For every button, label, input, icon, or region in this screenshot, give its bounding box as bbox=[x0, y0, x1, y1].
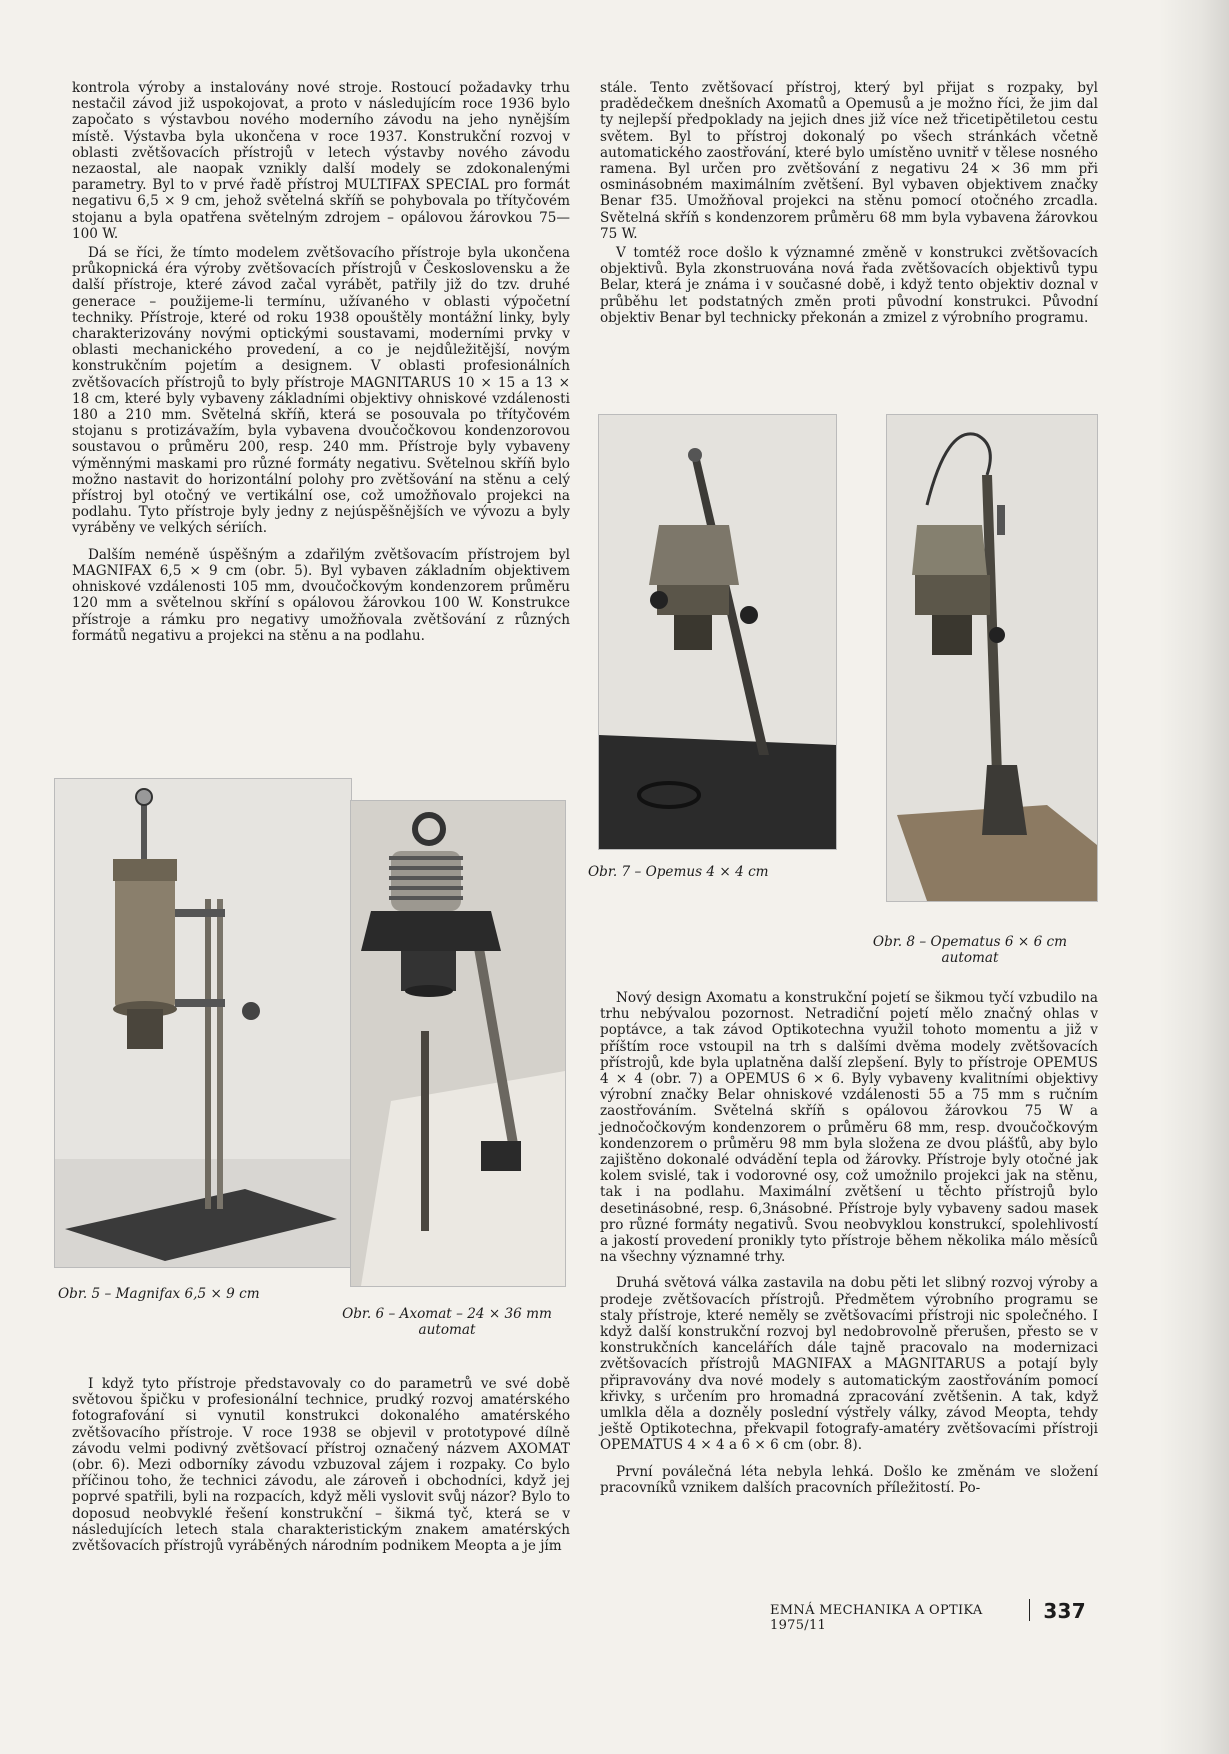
figure-7-caption: Obr. 7 – Opemus 4 × 4 cm bbox=[588, 864, 769, 880]
figure-8-caption: Obr. 8 – Opematus 6 × 6 cm automat bbox=[872, 934, 1068, 966]
figure-6-caption: Obr. 6 – Axomat – 24 × 36 mm automat bbox=[342, 1306, 552, 1338]
paragraph: Nový design Axomatu a konstrukční pojetí se šikmou tyčí vzbudilo na trhu nebývalou pozornost. Netradiční pojetí mělo značný ohlas v poptávce, a tak závod Optikotechna využil tohoto momentu a již v příštím roce vstoupil na trh s dalšími dvěma modely zvětšovacích přístrojů, kde byla uplatněna další zlepšení. Byly to přístroje OPEMUS 4 × 4 (obr. 7) a OPEMUS 6 × 6. Byly vybaveny kvalitními objektivy výrobní značky Belar ohniskové vzdálenosti 55 a 75 mm s ručním zaostřováním. Světelná skříň s opálovou žárovkou 75 W a jednočočkovým kondenzorem o průměru 68 mm, resp. dvoučočkovým kondenzorem o průměru 98 mm byla složena ze dvou plášťů, aby bylo zajištěno dokonalé odvádění tepla od žárovky. Přístroje byly otočné jak kolem svislé, tak i vodorovné osy, což umožnilo projekci jak na stěnu, tak i na podlahu. Maximální zvětšení u těchto přístrojů bylo desetinásobné, resp. 6,3násobné. Přístroje byly vybaveny sadou masek pro různé formáty negativů. Svou neobvyklou konstrukcí, spolehlivostí a jakostí provedení pronikly tyto přístroje během několika málo měsíců na všechny významné trhy. bbox=[600, 990, 1098, 1266]
left-column-top bbox=[72, 80, 570, 647]
footer-divider bbox=[1029, 1599, 1031, 1621]
journal-title: EMNÁ MECHANIKA A OPTIKA 1975/11 bbox=[770, 1603, 983, 1633]
paragraph: V tomtéž roce došlo k významné změně v konstrukci zvětšovacích objektivů. Byla zkonstruována nová řada zvětšovacích objektivů typu Belar, která je známa i v současné době, i když tento objektiv doznal v průběhu let podstatných změn proti původní konstrukci. Původní objektiv Benar byl technicky překonán a zmizel z výrobního programu. bbox=[600, 245, 1098, 326]
paragraph: stále. Tento zvětšovací přístroj, který byl přijat s rozpaky, byl pradědečkem dnešních Axomatů a Opemusů a je možno říci, že jim dal ty nejlepší předpoklady na jejich dnes již více než třicetipětiletou cestu světem. Byl to přístroj dokonalý po všech stránkách včetně automatického zaostřování, které bylo umístěno uvnitř v tělese nosného ramena. Byl určen pro zvětšování z negativu 24 × 36 mm při osminásobném maximálním zvětšení. Byl vybaven objektivem značky Benar f35. Umožňoval projekci na stěnu pomocí otočného zrcadla. Světelná skříň s kondenzorem průměru 68 mm byla vybavena žárovkou 75 W. bbox=[600, 80, 1098, 242]
left-column-bottom bbox=[72, 1376, 570, 1557]
paragraph: Dá se říci, že tímto modelem zvětšovacího přístroje byla ukončena průkopnická éra výroby zvětšovacích přístrojů v Československu a že další přístroje, které závod začal vyrábět, patřily již do tzv. druhé generace – použijeme-li termínu, užívaného v oblasti výpočetní techniky. Přístroje, které od roku 1938 opouštěly montážní linky, byly charakterizovány novými optickými soustavami, moderními prvky v oblasti mechanického provedení, a co je nejdůležitější, novým konstrukčním pojetím a designem. V oblasti profesionálních zvětšovacích přístrojů to byly přístroje MAGNITARUS 10 × 15 a 13 × 18 cm, které byly vybaveny základními objektivy ohniskové vzdálenosti 180 a 210 mm. Světelná skříň, která se posouvala po třítyčovém stojanu s protizávažím, byla vybavena dvoučočkovou kondenzorovou soustavou o průměru 200, resp. 240 mm. Přístroje byly vybaveny výměnnými maskami pro různé formáty negativu. Světelnou skříň bylo možno nastavit do horizontální polohy pro zvětšování na stěnu a celý přístroj byl otočný ve vertikální ose, což umožňovalo projekci na podlahu. Tyto přístroje byly jedny z nejúspěšnějších ve vývozu a byly vyráběny ve velkých sériích. bbox=[72, 245, 570, 537]
paragraph: kontrola výroby a instalovány nové stroje. Rostoucí požadavky trhu nestačil závod již uspokojovat, a proto v následujícím roce 1936 bylo započato s výstavbou nového moderního závodu na jeho nynějším místě. Výstavba byla ukončena v roce 1937. Konstrukční rozvoj v oblasti zvětšovacích přístrojů v letech výstavby nového závodu nezaostal, ale naopak vznikly další modely se zdokonalenými parametry. Byl to v prvé řadě přístroj MULTIFAX SPECIAL pro formát negativu 6,5 × 9 cm, jehož světelná skříň se pohybovala po třítyčovém stojanu a byla opatřena světelným zdrojem – opálovou žárovkou 75—100 W. bbox=[72, 80, 570, 242]
figure-5-photo bbox=[54, 778, 352, 1268]
paragraph: Dalším neméně úspěšným a zdařilým zvětšovacím přístrojem byl MAGNIFAX 6,5 × 9 cm (obr. 5). Byl vybaven základním objektivem ohniskové vzdálenosti 105 mm, dvoučočkovým kondenzorem průměru 120 mm a světelnou skříní s opálovou žárovkou 100 W. Konstrukce přístroje a rámku pro negativy umožňovala zvětšování z různých formátů negativu a projekci na stěnu a na podlahu. bbox=[72, 546, 570, 644]
figure-6-photo bbox=[350, 800, 566, 1287]
paragraph: I když tyto přístroje představovaly co do parametrů ve své době světovou špičku v profesionální technice, prudký rozvoj amatérského fotografování si vynutil konstrukci dokonalého amatérského zvětšovacího přístroje. V roce 1938 se objevil v prototypové dílně závodu velmi podivný zvětšovací přístroj označený názvem AXOMAT (obr. 6). Mezi odborníky závodu vzbuzoval zájem i rozpaky. Co bylo příčinou toho, že technici závodu, ale zároveň i obchodníci, když jej poprvé spatřili, byli na rozpacích, když měli vyslovit svůj názor? Bylo to doposud neobvyklé řešení konstrukční – šikmá tyč, která se v následujících letech stala charakteristickým znakem amatérských zvětšovacích přístrojů vyráběných národním podnikem Meopta a je jím bbox=[72, 1376, 570, 1555]
paragraph: První poválečná léta nebyla lehká. Došlo ke změnám ve složení pracovníků vznikem dalších pracovních příležitostí. Po- bbox=[600, 1463, 1098, 1496]
figure-7-photo bbox=[598, 414, 837, 850]
page-footer bbox=[770, 1599, 1090, 1633]
paragraph: Druhá světová válka zastavila na dobu pěti let slibný rozvoj výroby a prodeje zvětšovacích přístrojů. Předmětem výrobního programu se staly přístroje, které neměly se zvětšovacími přístroji nic společného. I když další konstrukční rozvoj byl nedobrovolně přerušen, přesto se v konstrukčních kancelářích dále tajně pracovalo na modernizaci zvětšovacích přístrojů MAGNIFAX a MAGNITARUS a potají byly připravovány dva nové modely s automatickým zaostřováním pomocí křivky, s určením pro hromadná zpracování zvětšenin. A tak, když umlkla děla a dozněly poslední výstřely války, závod Meopta, tehdy ještě Optikotechna, překvapil fotografy-amatéry zvětšovacími přístroji OPEMATUS 4 × 4 a 6 × 6 cm (obr. 8). bbox=[600, 1275, 1098, 1454]
page-number: 337 bbox=[1043, 1599, 1086, 1623]
right-column-bottom bbox=[600, 990, 1098, 1499]
figure-8-photo bbox=[886, 414, 1098, 902]
right-column-top bbox=[600, 80, 1098, 329]
figure-5-caption: Obr. 5 – Magnifax 6,5 × 9 cm bbox=[58, 1286, 260, 1302]
